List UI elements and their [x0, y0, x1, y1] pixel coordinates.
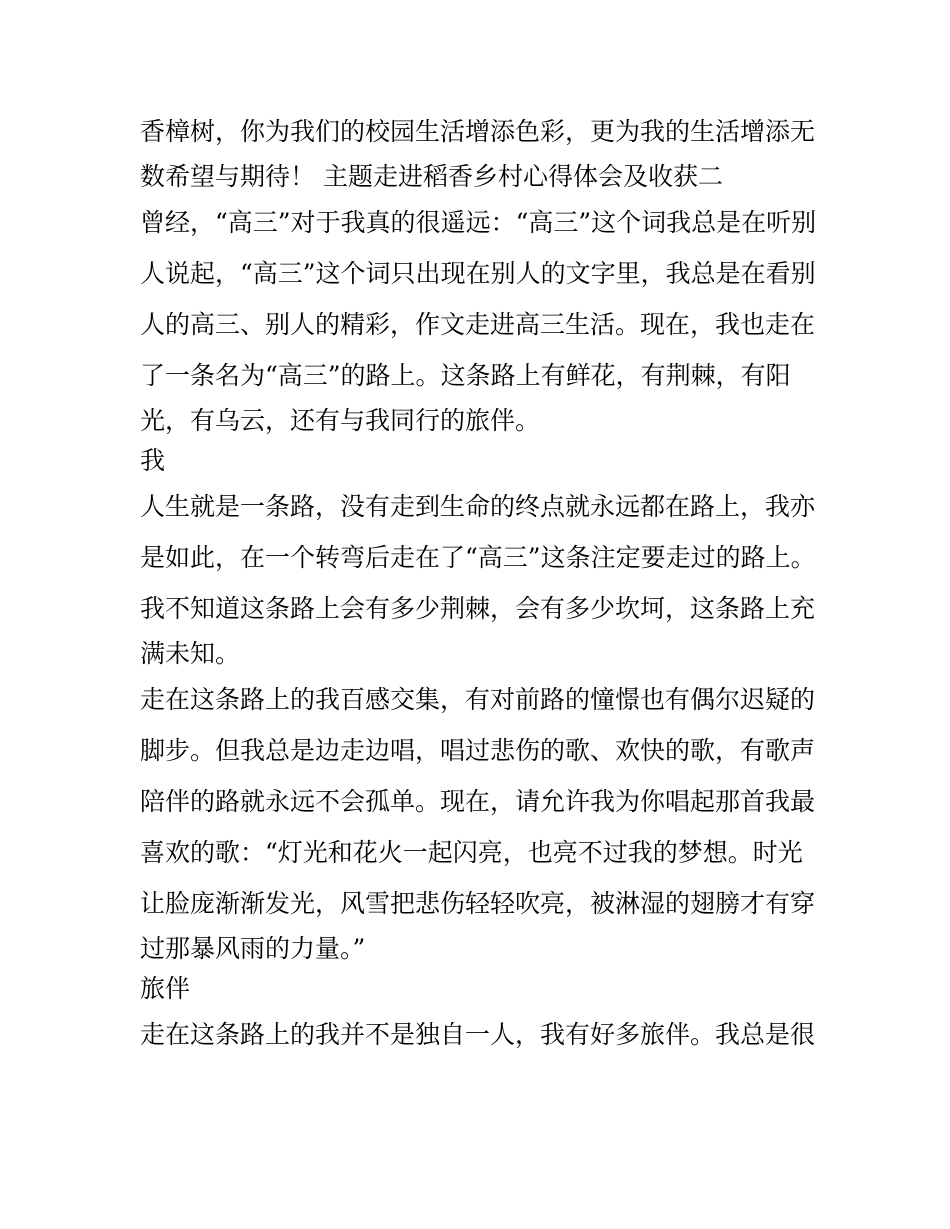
text-line: 走在这条路上的我并不是独自一人，我有好多旅伴。我总是很	[140, 1020, 816, 1049]
text-line: 人生就是一条路，没有走到生命的终点就永远都在路上，我亦	[140, 492, 816, 521]
text-line: 我	[140, 446, 166, 475]
text-line: 了一条名为“高三”的路上。这条路上有鲜花，有荆棘，有阳	[140, 361, 791, 390]
text-line: 人说起，“高三”这个词只出现在别人的文字里，我总是在看别	[140, 259, 816, 288]
text-line: 是如此，在一个转弯后走在了“高三”这条注定要走过的路上。	[140, 543, 816, 572]
text-line: 人的高三、别人的精彩，作文走进高三生活。现在，我也走在	[140, 310, 816, 339]
text-line: 香樟树，你为我们的校园生活增添色彩，更为我的生活增添无	[140, 117, 816, 146]
text-line: 陪伴的路就永远不会孤单。现在，请允许我为你唱起那首我最	[140, 787, 816, 816]
text-line: 脚步。但我总是边走边唱，唱过悲伤的歌、欢快的歌，有歌声	[140, 736, 816, 765]
text-line: 我不知道这条路上会有多少荆棘，会有多少坎坷，这条路上充	[140, 594, 816, 623]
text-line: 喜欢的歌：“灯光和花火一起闪亮，也亮不过我的梦想。时光	[140, 838, 803, 867]
text-line: 过那暴风雨的力量。”	[140, 934, 366, 963]
text-line: 数希望与期待！ 主题走进稻香乡村心得体会及收获二	[140, 162, 723, 191]
text-line: 满未知。	[140, 639, 241, 668]
text-line: 走在这条路上的我百感交集，有对前路的憧憬也有偶尔迟疑的	[140, 685, 816, 714]
text-line: 旅伴	[140, 974, 191, 1003]
document-body	[140, 106, 820, 1060]
text-line: 让脸庞渐渐发光，风雪把悲伤轻轻吹亮，被淋湿的翅膀才有穿	[140, 889, 816, 918]
text-line: 曾经，“高三”对于我真的很遥远：“高三”这个词我总是在听别	[140, 208, 817, 237]
text-line: 光，有乌云，还有与我同行的旅伴。	[140, 406, 541, 435]
